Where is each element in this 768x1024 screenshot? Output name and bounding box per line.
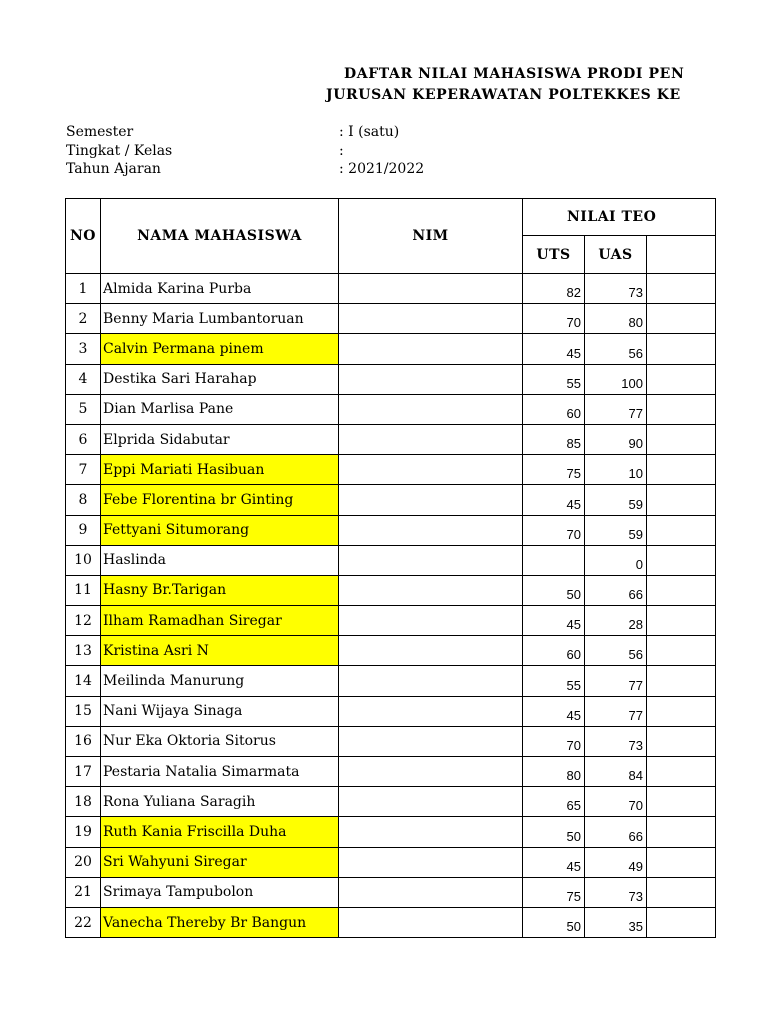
- uas-score: 100: [585, 364, 647, 394]
- extra-cell: [647, 364, 716, 394]
- student-name: Rona Yuliana Saragih: [101, 787, 339, 817]
- uts-score: 45: [523, 485, 585, 515]
- student-nim: [339, 757, 523, 787]
- student-nim: [339, 575, 523, 605]
- row-number: 5: [66, 394, 101, 424]
- extra-cell: [647, 424, 716, 454]
- tingkat-label: Tingkat / Kelas: [66, 143, 173, 159]
- student-nim: [339, 606, 523, 636]
- uas-score: 77: [585, 394, 647, 424]
- student-nim: [339, 666, 523, 696]
- extra-cell: [647, 575, 716, 605]
- table-row: [66, 696, 716, 726]
- uts-score: 45: [523, 847, 585, 877]
- extra-cell: [647, 726, 716, 756]
- row-number: 6: [66, 424, 101, 454]
- extra-cell: [647, 696, 716, 726]
- table-row: [66, 274, 716, 304]
- table-row: [66, 787, 716, 817]
- student-nim: [339, 304, 523, 334]
- table-row: [66, 485, 716, 515]
- table-row: [66, 907, 716, 937]
- uas-score: 0: [585, 545, 647, 575]
- table-row: [66, 334, 716, 364]
- uts-score: 75: [523, 877, 585, 907]
- student-nim: [339, 907, 523, 937]
- uts-score: 65: [523, 787, 585, 817]
- uas-score: 59: [585, 485, 647, 515]
- uts-score: 70: [523, 726, 585, 756]
- extra-cell: [647, 666, 716, 696]
- extra-cell: [647, 515, 716, 545]
- student-nim: [339, 817, 523, 847]
- row-number: 2: [66, 304, 101, 334]
- student-name: Haslinda: [101, 545, 339, 575]
- table-row: [66, 575, 716, 605]
- uts-score: 70: [523, 304, 585, 334]
- student-name: Fettyani Situmorang: [101, 515, 339, 545]
- grades-table: [65, 198, 716, 938]
- student-name: Destika Sari Harahap: [101, 364, 339, 394]
- student-name: Pestaria Natalia Simarmata: [101, 757, 339, 787]
- row-number: 8: [66, 485, 101, 515]
- student-name: Calvin Permana pinem: [101, 334, 339, 364]
- row-number: 18: [66, 787, 101, 817]
- table-row: [66, 606, 716, 636]
- extra-cell: [647, 877, 716, 907]
- student-name: Meilinda Manurung: [101, 666, 339, 696]
- student-nim: [339, 394, 523, 424]
- uas-score: 10: [585, 455, 647, 485]
- semester-value: : I (satu): [339, 124, 400, 140]
- uts-score: 75: [523, 455, 585, 485]
- document-title: DAFTAR NILAI MAHASISWA PRODI PEN: [344, 66, 685, 82]
- header-uas: UAS: [585, 236, 647, 274]
- uas-score: 28: [585, 606, 647, 636]
- table-row: [66, 847, 716, 877]
- row-number: 21: [66, 877, 101, 907]
- student-name: Almida Karina Purba: [101, 274, 339, 304]
- extra-cell: [647, 334, 716, 364]
- student-nim: [339, 364, 523, 394]
- table-row: [66, 364, 716, 394]
- extra-cell: [647, 455, 716, 485]
- student-nim: [339, 787, 523, 817]
- uas-score: 59: [585, 515, 647, 545]
- student-name: Nani Wijaya Sinaga: [101, 696, 339, 726]
- tahun-label: Tahun Ajaran: [66, 161, 161, 177]
- table-row: [66, 455, 716, 485]
- table-row: [66, 757, 716, 787]
- row-number: 9: [66, 515, 101, 545]
- table-row: [66, 424, 716, 454]
- uas-score: 73: [585, 877, 647, 907]
- uts-score: [523, 545, 585, 575]
- uas-score: 66: [585, 575, 647, 605]
- header-nim: NIM: [339, 199, 523, 274]
- student-name: Sri Wahyuni Siregar: [101, 847, 339, 877]
- student-nim: [339, 726, 523, 756]
- student-name: Dian Marlisa Pane: [101, 394, 339, 424]
- student-nim: [339, 847, 523, 877]
- extra-cell: [647, 394, 716, 424]
- uas-score: 35: [585, 907, 647, 937]
- semester-label: Semester: [66, 124, 134, 140]
- extra-cell: [647, 606, 716, 636]
- table-row: [66, 817, 716, 847]
- extra-cell: [647, 485, 716, 515]
- uts-score: 55: [523, 364, 585, 394]
- student-nim: [339, 636, 523, 666]
- row-number: 7: [66, 455, 101, 485]
- student-name: Nur Eka Oktoria Sitorus: [101, 726, 339, 756]
- row-number: 4: [66, 364, 101, 394]
- student-name: Elprida Sidabutar: [101, 424, 339, 454]
- student-name: Srimaya Tampubolon: [101, 877, 339, 907]
- extra-cell: [647, 847, 716, 877]
- student-name: Kristina Asri N: [101, 636, 339, 666]
- uts-score: 50: [523, 575, 585, 605]
- uas-score: 80: [585, 304, 647, 334]
- extra-cell: [647, 787, 716, 817]
- student-nim: [339, 877, 523, 907]
- extra-cell: [647, 545, 716, 575]
- uas-score: 77: [585, 666, 647, 696]
- uts-score: 60: [523, 394, 585, 424]
- table-row: [66, 726, 716, 756]
- student-name: Febe Florentina br Ginting: [101, 485, 339, 515]
- header-nama: NAMA MAHASISWA: [101, 199, 339, 274]
- extra-cell: [647, 636, 716, 666]
- row-number: 17: [66, 757, 101, 787]
- student-name: Benny Maria Lumbantoruan: [101, 304, 339, 334]
- uts-score: 60: [523, 636, 585, 666]
- row-number: 12: [66, 606, 101, 636]
- row-number: 20: [66, 847, 101, 877]
- row-number: 11: [66, 575, 101, 605]
- extra-cell: [647, 757, 716, 787]
- uts-score: 55: [523, 666, 585, 696]
- student-nim: [339, 424, 523, 454]
- extra-cell: [647, 907, 716, 937]
- tahun-value: : 2021/2022: [339, 161, 425, 177]
- uas-score: 90: [585, 424, 647, 454]
- uts-score: 85: [523, 424, 585, 454]
- uts-score: 80: [523, 757, 585, 787]
- uas-score: 56: [585, 334, 647, 364]
- row-number: 10: [66, 545, 101, 575]
- table-row: [66, 515, 716, 545]
- student-nim: [339, 334, 523, 364]
- extra-cell: [647, 274, 716, 304]
- uts-score: 70: [523, 515, 585, 545]
- extra-cell: [647, 817, 716, 847]
- document-subtitle: JURUSAN KEPERAWATAN POLTEKKES KE: [326, 87, 681, 103]
- student-nim: [339, 545, 523, 575]
- tingkat-value: :: [339, 143, 344, 159]
- student-nim: [339, 515, 523, 545]
- uas-score: 73: [585, 726, 647, 756]
- uts-score: 45: [523, 696, 585, 726]
- row-number: 3: [66, 334, 101, 364]
- row-number: 16: [66, 726, 101, 756]
- table-row: [66, 666, 716, 696]
- uts-score: 45: [523, 606, 585, 636]
- row-number: 15: [66, 696, 101, 726]
- uts-score: 45: [523, 334, 585, 364]
- table-row: [66, 877, 716, 907]
- row-number: 14: [66, 666, 101, 696]
- student-nim: [339, 696, 523, 726]
- uas-score: 66: [585, 817, 647, 847]
- header-nilai-teori: NILAI TEO: [523, 199, 716, 236]
- header-no: NO: [66, 199, 101, 274]
- header-uts: UTS: [523, 236, 585, 274]
- uas-score: 49: [585, 847, 647, 877]
- uts-score: 50: [523, 907, 585, 937]
- student-name: Eppi Mariati Hasibuan: [101, 455, 339, 485]
- uts-score: 82: [523, 274, 585, 304]
- header-extra: [647, 236, 716, 274]
- student-name: Vanecha Thereby Br Bangun: [101, 907, 339, 937]
- row-number: 13: [66, 636, 101, 666]
- table-row: [66, 394, 716, 424]
- student-nim: [339, 274, 523, 304]
- extra-cell: [647, 304, 716, 334]
- student-name: Ruth Kania Friscilla Duha: [101, 817, 339, 847]
- table-row: [66, 304, 716, 334]
- table-body: [66, 274, 716, 938]
- uts-score: 50: [523, 817, 585, 847]
- uas-score: 77: [585, 696, 647, 726]
- student-nim: [339, 485, 523, 515]
- student-name: Hasny Br.Tarigan: [101, 575, 339, 605]
- student-nim: [339, 455, 523, 485]
- row-number: 19: [66, 817, 101, 847]
- uas-score: 84: [585, 757, 647, 787]
- row-number: 22: [66, 907, 101, 937]
- table-row: [66, 636, 716, 666]
- uas-score: 70: [585, 787, 647, 817]
- student-name: Ilham Ramadhan Siregar: [101, 606, 339, 636]
- table-row: [66, 545, 716, 575]
- row-number: 1: [66, 274, 101, 304]
- uas-score: 56: [585, 636, 647, 666]
- uas-score: 73: [585, 274, 647, 304]
